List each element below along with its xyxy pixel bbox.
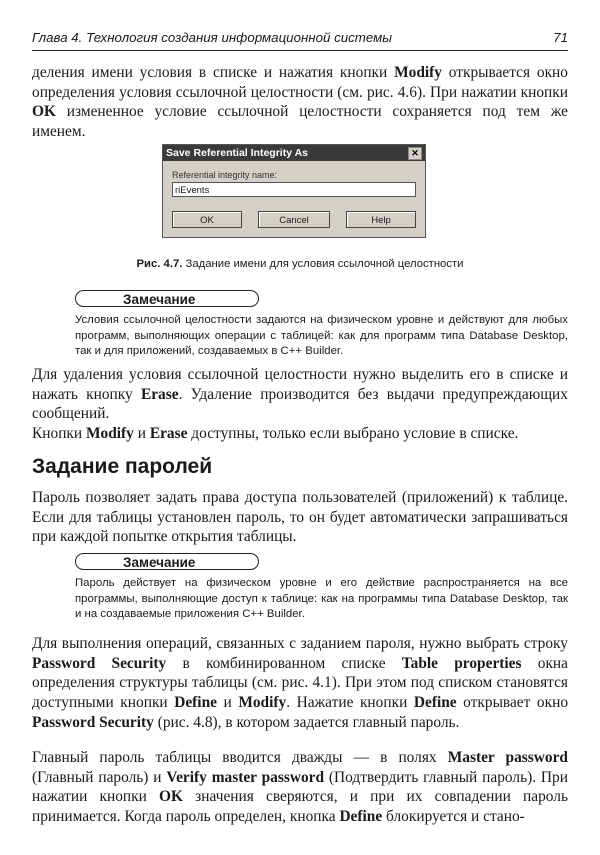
paragraph-modify: деления имени условия в списке и нажатия кнопки Modify открывается окно определения условия ссылочной целостности (см. рис. 4.6). При нажатии кнопки OK измененное условие ссылочной целостности сохраняется под тем же именем. xyxy=(32,64,568,141)
section-heading: Задание паролей xyxy=(32,455,213,478)
chapter-title: Глава 4. Технология создания информационной системы xyxy=(32,30,392,45)
paragraph-define: Для выполнения операций, связанных с заданием пароля, нужно выбрать строку Password Security в комбинированном списке Table properties окна определения структуры таблицы (см. рис. 4.1). При этом под списком становятся доступными кнопки Define и Modify. Нажатие кнопки Define открывает окно Password Security (рис. 4.8), в котором задается главный пароль. xyxy=(32,635,569,731)
dialog-title-bar xyxy=(163,145,425,161)
close-icon[interactable]: ✕ xyxy=(408,147,422,160)
help-button[interactable]: Help xyxy=(346,211,416,228)
paragraph-password: Пароль позволяет задать права доступа пользователей (приложений) к таблице. Если для таблицы установлен пароль, то он будет автоматически запрашиваться при каждой попытке открытия таблицы. xyxy=(32,489,568,546)
dialog-title: Save Referential Integrity As xyxy=(166,147,308,159)
ok-button[interactable]: OK xyxy=(172,211,242,228)
paragraph-buttons: Кнопки Modify и Erase доступны, только если выбрано условие в списке. xyxy=(32,425,519,442)
ri-name-input[interactable]: riEvents xyxy=(172,182,416,197)
save-ri-dialog xyxy=(162,144,426,238)
page-number: 71 xyxy=(553,30,568,45)
note-text-2: Пароль действует на физическом уровне и его действие распространяется на все программы, выполняющие доступ к таблице: как на программы типа Database Desktop, так и на создаваемые приложения C++ Builder. xyxy=(75,577,568,620)
running-header xyxy=(32,30,568,51)
cancel-button[interactable]: Cancel xyxy=(258,211,330,228)
figure-caption: Рис. 4.7. Задание имени для условия ссылочной целостности xyxy=(136,258,464,270)
note-text-1: Условия ссылочной целостности задаются на физическом уровне и действуют для любых программ, выполняющих операции с таблицей: как для программ типа Database Desktop, так и для приложений, создаваемых в C++ Builder. xyxy=(75,314,568,357)
note-title-1: Замечание xyxy=(75,290,259,307)
note-title-2: Замечание xyxy=(75,553,259,570)
paragraph-erase: Для удаления условия ссылочной целостности нужно выделить его в списке и нажать кнопку Erase. Удаление производится без выдачи предупреждающих сообщений. xyxy=(32,366,568,423)
paragraph-master-password: Главный пароль таблицы вводится дважды — в полях Master password (Главный пароль) и Verify master password (Подтвердить главный пароль). При нажатии кнопки OK значения сверяются, и при их совпадении пароль принимается. Когда пароль определен, кнопка Define блокируется и стано- xyxy=(32,749,568,826)
ri-name-label: Referential integrity name: xyxy=(172,170,278,180)
